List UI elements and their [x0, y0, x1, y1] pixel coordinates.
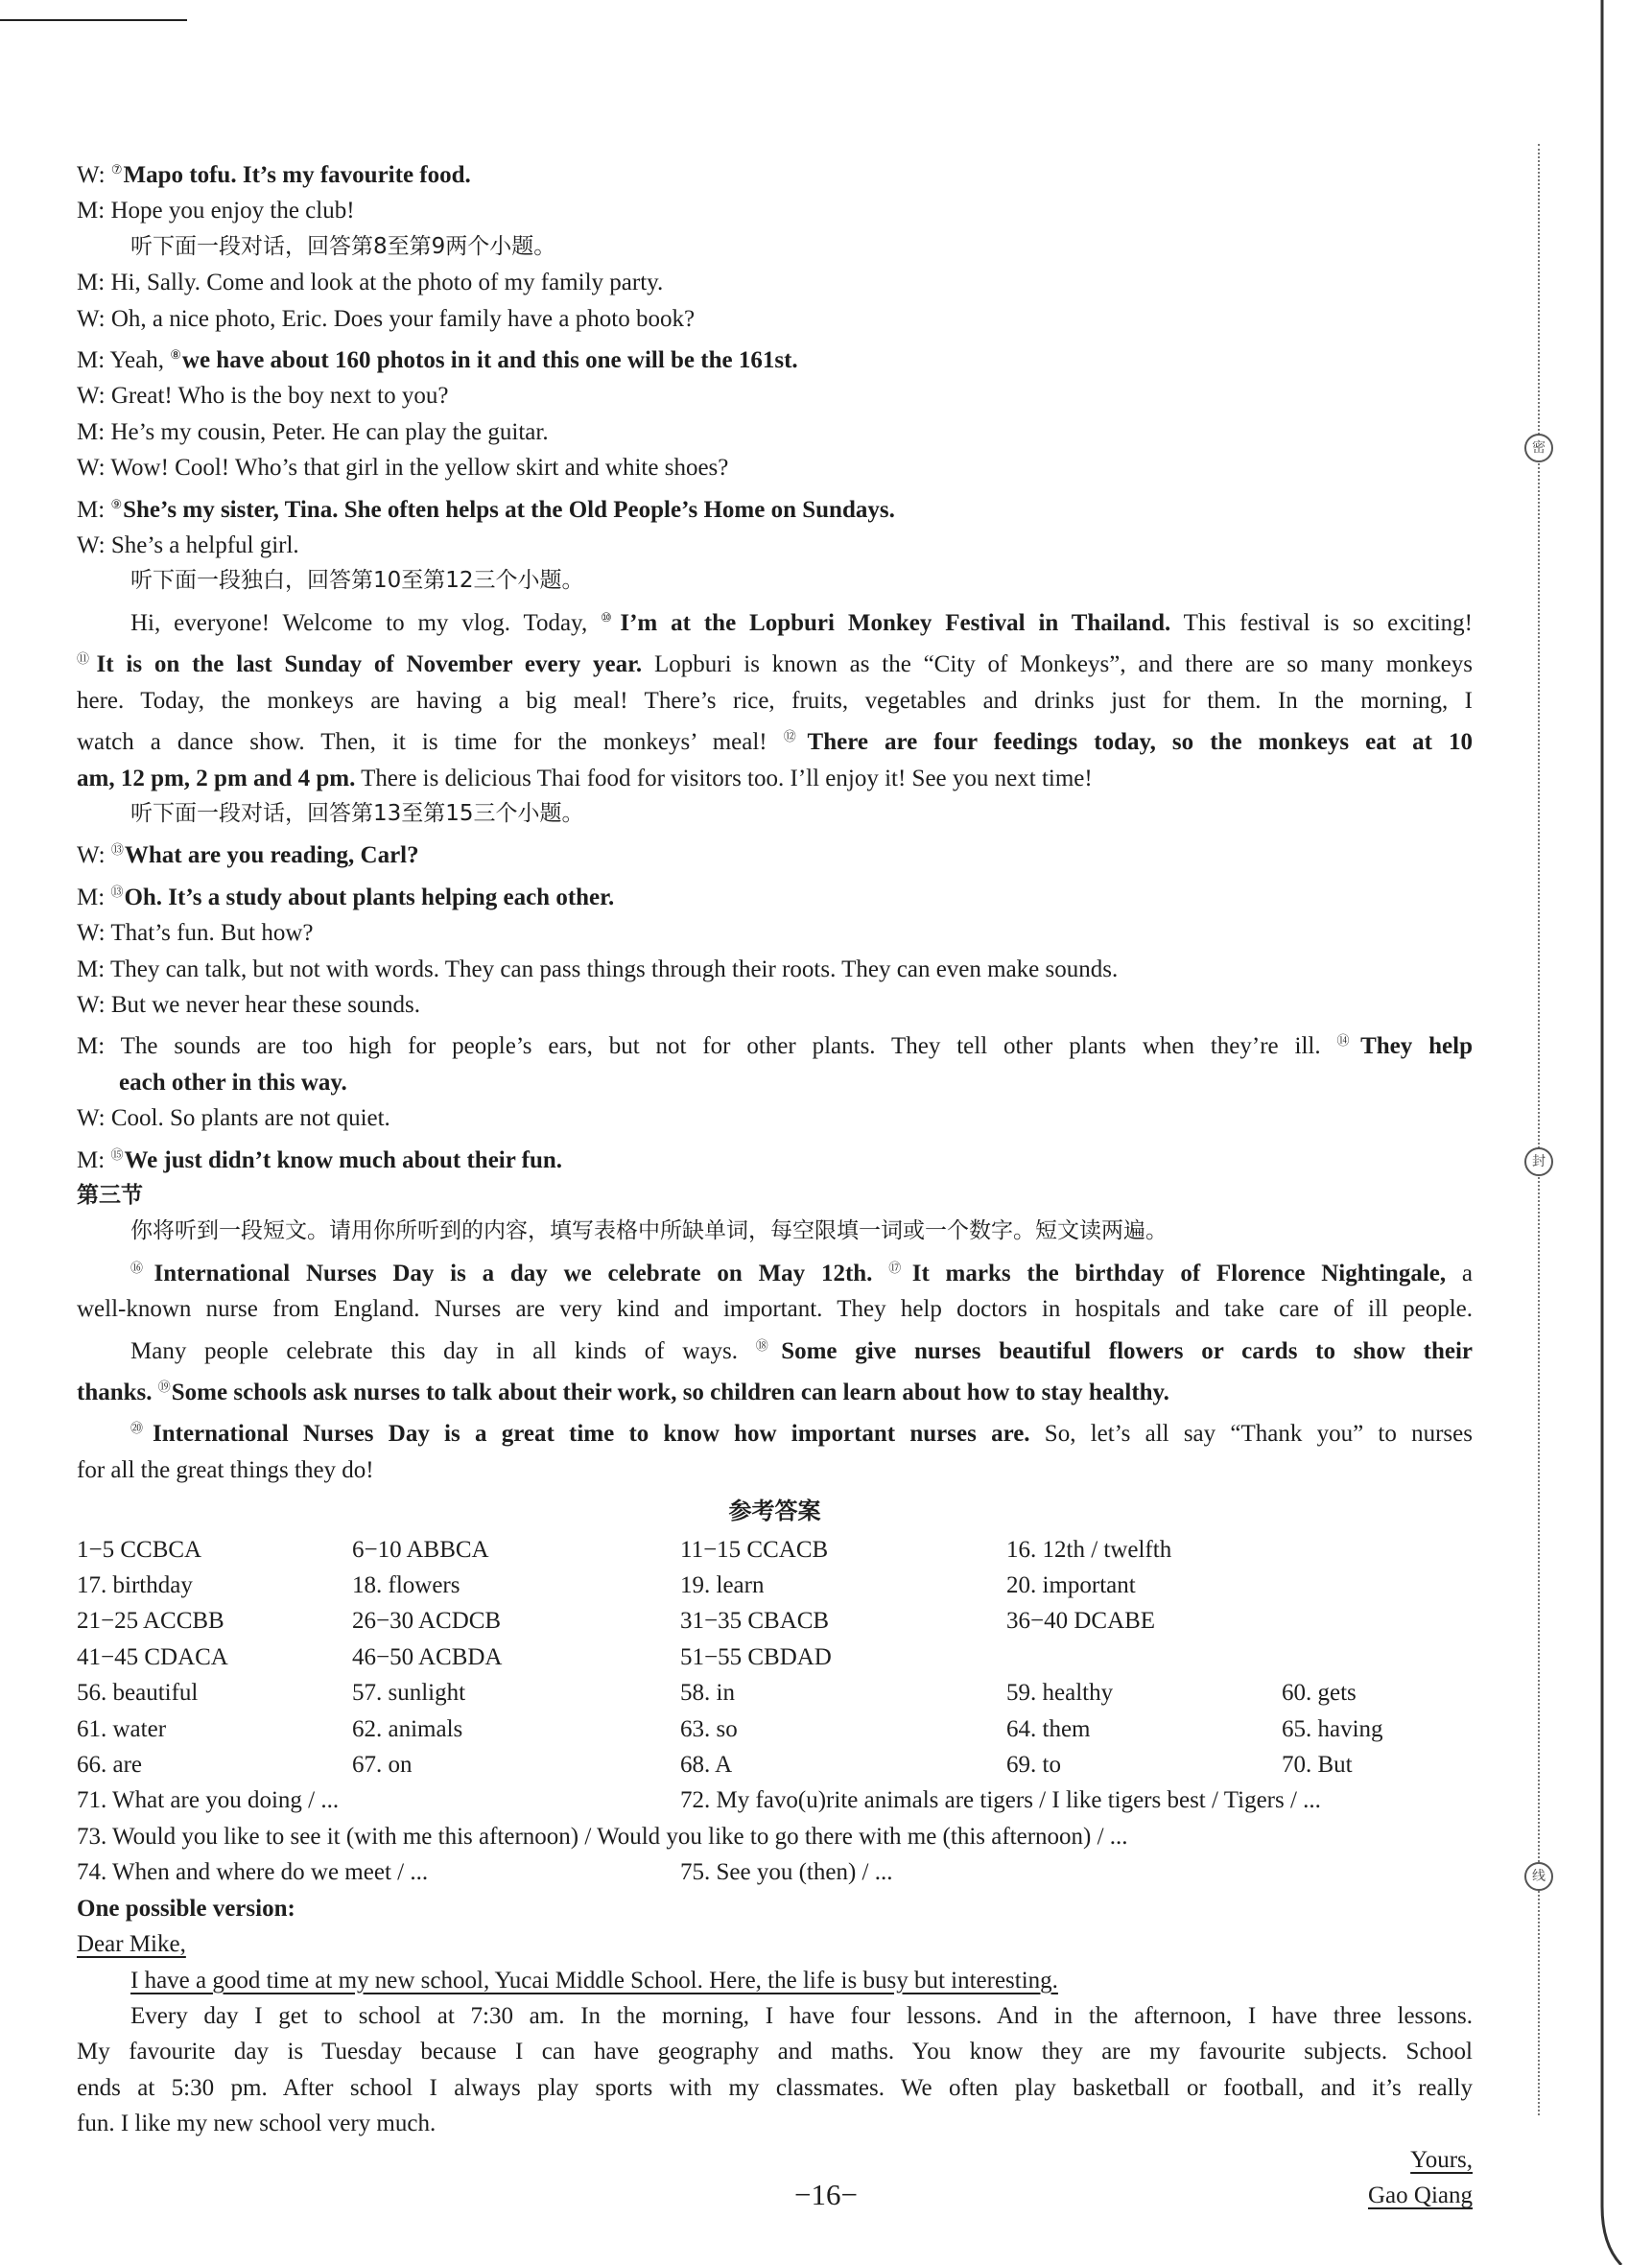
answer-cell: 6−10 ABBCA [352, 1536, 489, 1563]
page-edge-curve [1593, 0, 1631, 2265]
section-3-instruction: 你将听到一段短文。请用你所听到的内容，填写表格中所缺单词，每空限填一词或一个数字。短文读两遍。 [130, 1218, 1168, 1244]
section-3-heading: 第三节 [77, 1182, 143, 1208]
dialogue-line: W: Wow! Cool! Who’s that girl in the yellow skirt and white shoes? [77, 455, 729, 482]
letter-body-line: Every day I get to school at 7:30 am. In the morning, I have four lessons. And in the afternoon, I have three lessons. [130, 2002, 1473, 2029]
dialogue-line: M: ⑨She’s my sister, Tina. She often helps at the Old People’s Home on Sundays. [77, 496, 895, 523]
answer-cell: 11−15 CCACB [680, 1536, 829, 1563]
letter-greeting: Dear Mike, [77, 1931, 186, 1958]
answer-cell [1282, 1532, 1473, 1568]
answer-key-title: 参考答案 [728, 1498, 821, 1525]
dialogue-line: M: They can talk, but not with words. They can pass things through their roots. They can even make sounds. [77, 956, 1119, 982]
dialogue-line: M: He’s my cousin, Peter. He can play the guitar. [77, 418, 549, 445]
monologue-line: Hi, everyone! Welcome to my vlog. Today, ⑩I’m at the Lopburi Monkey Festival in Thailand. This festival is so exciting! [130, 609, 1473, 636]
answer-cell: 60. gets [1282, 1680, 1357, 1707]
monologue-line: am, 12 pm, 2 pm and 4 pm. There is delicious Thai food for visitors too. I’ll enjoy it! See you next time! [77, 765, 1093, 791]
monologue-line: here. Today, the monkeys are having a big meal! There’s rice, fruits, vegetables and drinks just for them. In the morning, I [77, 687, 1473, 714]
letter-body-line: ends at 5:30 pm. After school I always play sports with my classmates. We often play basketball or football, and it’s really [77, 2074, 1473, 2101]
dialogue-line: W: ⑦Mapo tofu. It’s my favourite food. [77, 162, 471, 188]
dialogue-line: M: Hope you enjoy the club! [77, 198, 355, 224]
answer-cell: 1−5 CCBCA [77, 1536, 202, 1563]
dialogue-line: W: She’s a helpful girl. [77, 532, 299, 559]
answer-cell [1282, 1568, 1473, 1603]
answer-grid-71-72 [77, 1782, 1473, 1818]
answer-cell: 59. healthy [1006, 1680, 1114, 1707]
passage-line: thanks. ⑲Some schools ask nurses to talk about their work, so children can learn about how to stay healthy. [77, 1380, 1169, 1405]
letter-first-sentence: I have a good time at my new school, Yucai Middle School. Here, the life is busy but interesting. [130, 1967, 1058, 1994]
answer-72: 72. My favo(u)rite animals are tigers / I like tigers best / Tigers / ... [680, 1787, 1321, 1814]
instruction-13-15: 听下面一段对话，回答第13至第15三个小题。 [130, 800, 584, 826]
seal-mark-2: 封 [1524, 1147, 1553, 1176]
dialogue-line: W: Great! Who is the boy next to you? [77, 383, 449, 410]
passage-line: ⑳International Nurses Day is a great time to know how important nurses are. So, let’s all say “Thank you” to nurses [130, 1421, 1473, 1448]
top-rule [0, 19, 187, 21]
answer-cell [1282, 1640, 1473, 1675]
answer-cell: 46−50 ACBDA [352, 1643, 503, 1670]
passage-line: well-known nurse from England. Nurses are very kind and important. They help doctors in hospitals and take care of ill people. [77, 1296, 1473, 1323]
letter-closing: Yours, [1410, 2146, 1473, 2173]
dialogue-line: W: ⑬What are you reading, Carl? [77, 842, 419, 869]
answer-grid [77, 1532, 1473, 1783]
answer-cell: 16. 12th / twelfth [1006, 1536, 1172, 1563]
answer-cell: 36−40 DCABE [1006, 1608, 1156, 1635]
answer-cell: 31−35 CBACB [680, 1608, 830, 1635]
dialogue-line: W: But we never hear these sounds. [77, 991, 420, 1018]
answer-cell: 65. having [1282, 1715, 1383, 1742]
answer-cell: 70. But [1282, 1752, 1353, 1779]
answer-cell: 57. sunlight [352, 1680, 466, 1707]
dialogue-line: M: The sounds are too high for people’s ears, but not for other plants. They tell other plants when they’re ill. ⑭They help [77, 1033, 1473, 1060]
dialogue-line: W: Oh, a nice photo, Eric. Does your family have a photo book? [77, 305, 696, 332]
dialogue-line: M: Hi, Sally. Come and look at the photo of my family party. [77, 270, 664, 296]
answer-cell: 66. are [77, 1752, 143, 1779]
dialogue-line: W: That’s fun. But how? [77, 920, 314, 947]
answer-cell: 56. beautiful [77, 1680, 199, 1707]
answer-cell [1006, 1640, 1282, 1675]
answer-cell: 41−45 CDACA [77, 1643, 228, 1670]
answer-cell [1282, 1603, 1473, 1639]
answer-cell: 64. them [1006, 1715, 1091, 1742]
answer-cell: 61. water [77, 1715, 167, 1742]
answer-cell: 69. to [1006, 1752, 1061, 1779]
dialogue-line: each other in this way. [119, 1069, 347, 1096]
answer-cell: 67. on [352, 1752, 413, 1779]
letter-heading: One possible version: [77, 1895, 295, 1922]
instruction-10-12: 听下面一段独白，回答第10至第12三个小题。 [130, 568, 584, 594]
answer-cell: 21−25 ACCBB [77, 1608, 224, 1635]
answer-cell: 17. birthday [77, 1572, 193, 1599]
letter-body-line: My favourite day is Tuesday because I can have geography and maths. You know they are my favourite subjects. School [77, 2039, 1473, 2065]
passage-line: ⑯International Nurses Day is a day we celebrate on May 12th. ⑰It marks the birthday of Florence Nightingale, a [130, 1260, 1473, 1286]
answer-cell: 51−55 CBDAD [680, 1643, 832, 1670]
letter-signature: Gao Qiang [1368, 2182, 1473, 2208]
dialogue-line: W: Cool. So plants are not quiet. [77, 1105, 390, 1132]
seal-mark-3: 线 [1524, 1862, 1553, 1891]
document-body [77, 152, 1473, 2213]
passage-line: Many people celebrate this day in all kinds of ways. ⑱Some give nurses beautiful flowers or cards to show their [130, 1337, 1473, 1364]
dialogue-line: M: Yeah, ⑧we have about 160 photos in it and this one will be the 161st. [77, 347, 798, 374]
dialogue-line: M: ⑮We just didn’t know much about their fun. [77, 1146, 563, 1173]
answer-cell: 62. animals [352, 1715, 463, 1742]
answer-cell: 68. A [680, 1752, 733, 1779]
dialogue-line: M: ⑬Oh. It’s a study about plants helping each other. [77, 884, 615, 910]
answer-cell: 63. so [680, 1715, 738, 1742]
answer-71: 71. What are you doing / ... [77, 1787, 340, 1814]
answer-cell: 18. flowers [352, 1572, 460, 1599]
monologue-line: ⑪It is on the last Sunday of November every year. Lopburi is known as the “City of Monkeys”, and there are so many monkeys [77, 651, 1473, 678]
answer-74: 74. When and where do we meet / ... [77, 1859, 429, 1886]
answer-73: 73. Would you like to see it (with me this afternoon) / Would you like to go there with me (this afternoon) / ... [77, 1823, 1128, 1850]
answer-cell: 20. important [1006, 1572, 1136, 1599]
monologue-line: watch a dance show. Then, it is time for the monkeys’ meal! ⑫There are four feedings today, so the monkeys eat at 10 [77, 729, 1473, 756]
answer-cell: 26−30 ACDCB [352, 1608, 502, 1635]
seal-mark-1: 密 [1524, 434, 1553, 462]
answer-cell: 58. in [680, 1680, 735, 1707]
answer-grid-74-75 [77, 1854, 1473, 1890]
passage-line: for all the great things they do! [77, 1456, 374, 1483]
letter-body-line: fun. I like my new school very much. [77, 2111, 437, 2137]
page-number: −16− [794, 2178, 858, 2211]
instruction-8-9: 听下面一段对话，回答第8至第9两个小题。 [130, 233, 556, 259]
answer-cell: 19. learn [680, 1572, 765, 1599]
answer-75: 75. See you (then) / ... [680, 1859, 893, 1886]
